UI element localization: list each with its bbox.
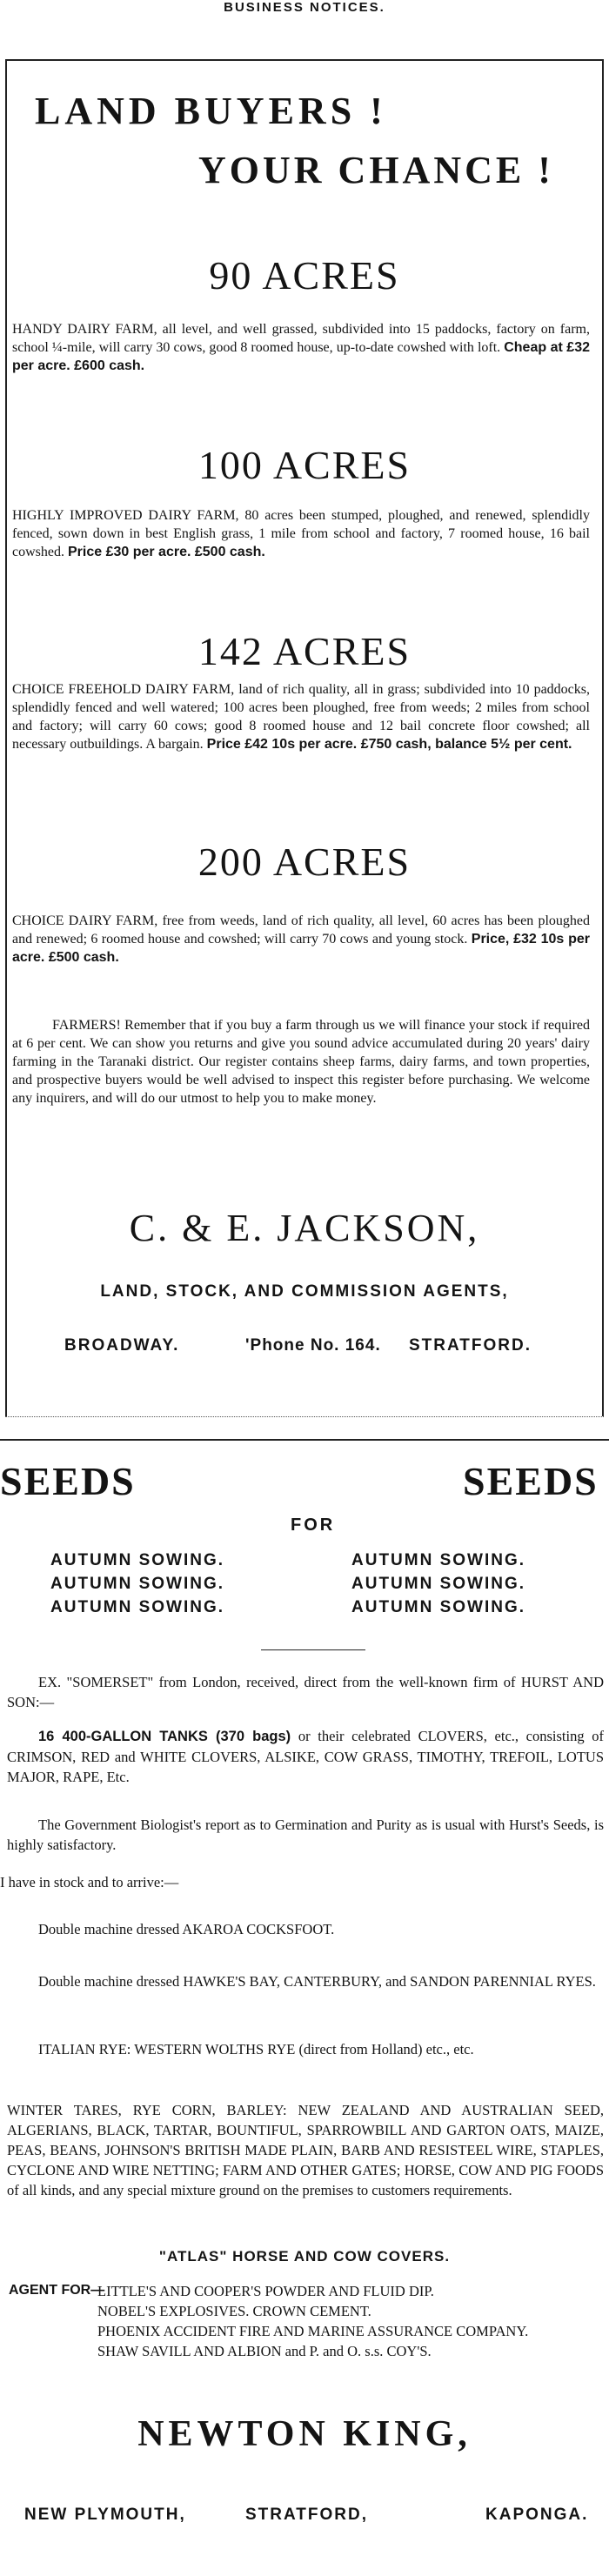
listing-description: HANDY DAIRY FARM, all level, and well grassed, subdivided into 15 paddocks, factory on farm, school ¼-mile, will carry 30 cows, good 8 roomed house, up-to-date cowshed with loft. Cheap at £32 per acre. £600 cash. (12, 322, 590, 373)
headline-land-buyers: LAND BUYERS ! (35, 90, 387, 132)
paragraph-report: The Government Biologist's report as to Germination and Purity as is usual with Hurst's Seeds, is highly satisfactory. (7, 1817, 604, 1853)
for-label: FOR (291, 1515, 336, 1535)
address-town: STRATFORD. (409, 1336, 532, 1355)
paragraph-cocksfoot: Double machine dressed AKAROA COCKSFOOT. (38, 1921, 335, 1937)
town-stratford: STRATFORD, (245, 2506, 369, 2524)
paragraph-winter-tares: WINTER TARES, RYE CORN, BARLEY: NEW ZEALAND AND AUSTRALIAN SEED, ALGERIANS, BLACK, TARTAR, BOUNTIFUL, SPARROWBILL AND GARTON OATS, MAIZE, PEAS, BEANS, JOHNSON'S BRITISH MADE PLAIN, BARB AND RESISTEEL WIRE, STAPLES, CYCLONE AND WIRE NETTING; FARM AND OTHER GATES; HORSE, COW AND PIG FOODS of all kinds, and any special mixture ground on the premises to customers requirements. (7, 2102, 604, 2198)
listing-acres: 90 ACRES (209, 253, 400, 298)
agent-list (97, 2281, 602, 2361)
paragraph-italian-rye: ITALIAN RYE: WESTERN WOLTHS RYE (direct from Holland) etc., etc. (38, 2041, 474, 2057)
listing-description: CHOICE DAIRY FARM, free from weeds, land of rich quality, all level, 60 acres has been ploughed and renewed; 6 roomed house and cowshed; will carry 70 cows and young stock. Price, £32 10s per acre. £500 cash. (12, 913, 590, 965)
short-divider (261, 1649, 365, 1650)
newton-king-name: NEWTON KING, (137, 2414, 472, 2454)
firm-subtitle: LAND, STOCK, AND COMMISSION AGENTS, (100, 1282, 509, 1301)
town-new-plymouth: NEW PLYMOUTH, (24, 2506, 186, 2524)
paragraph-shipment: EX. "SOMERSET" from London, received, direct from the well-known firm of HURST AND SON:— (7, 1674, 604, 1710)
paragraph-tanks: 16 400-GALLON TANKS (370 bags) or their celebrated CLOVERS, etc., consisting of CRIMSON, RED and WHITE CLOVERS, ALSIKE, COW GRASS, TIMOTHY, TREFOIL, LOTUS MAJOR, RAPE, Etc. (7, 1728, 604, 1785)
seeds-heading-left: SEEDS (0, 1459, 136, 1503)
firm-name: C. & E. JACKSON, (129, 1207, 480, 1249)
seeds-heading-right: SEEDS (463, 1459, 599, 1503)
agent-item: PHOENIX ACCIDENT FIRE AND MARINE ASSURANCE COMPANY. (97, 2323, 529, 2339)
autumn-sowing-right: AUTUMN SOWING. AUTUMN SOWING. AUTUMN SOWING. (351, 1551, 526, 1616)
headline-your-chance: YOUR CHANCE ! (198, 149, 554, 191)
town-kaponga: KAPONGA. (485, 2506, 589, 2524)
agent-item: SHAW SAVILL AND ALBION and P. and O. s.s. COY'S. (97, 2343, 432, 2359)
listing-description: HIGHLY IMPROVED DAIRY FARM, 80 acres been stumped, ploughed, and renewed, splendidly fenced, sown down in best English grass, 1 mile from school and factory, 7 roomed house, 16 bail cowshed. Price £30 per acre. £500 cash. (12, 508, 590, 559)
address-phone: 'Phone No. 164. (245, 1336, 381, 1355)
box-top-border (5, 59, 602, 61)
agent-item: LITTLE'S AND COOPER'S POWDER AND FLUID DIP. (97, 2283, 434, 2299)
listing-acres: 200 ACRES (197, 840, 412, 884)
listing-acres: 100 ACRES (197, 443, 412, 487)
agent-for-label: AGENT FOR— (9, 2283, 105, 2298)
atlas-covers: "ATLAS" HORSE AND COW COVERS. (158, 2248, 451, 2265)
box-bottom-border (5, 1416, 604, 1417)
section-top-border (0, 1439, 609, 1441)
paragraph-ryes: Double machine dressed HAWKE'S BAY, CANTERBURY, and SANDON PARENNIAL RYES. (38, 1973, 596, 1990)
autumn-sowing-left: AUTUMN SOWING. AUTUMN SOWING. AUTUMN SOWING. (50, 1551, 225, 1616)
agent-item: NOBEL'S EXPLOSIVES. CROWN CEMENT. (97, 2303, 371, 2319)
page-title: BUSINESS NOTICES. (224, 0, 385, 15)
paragraph-in-stock: I have in stock and to arrive:— (0, 1874, 179, 1890)
listing-acres: 142 ACRES (197, 629, 412, 673)
address-street: BROADWAY. (64, 1336, 180, 1355)
farmers-note: FARMERS! Remember that if you buy a farm through us we will finance your stock if required at 6 per cent. We can show you returns and give you sound advice accumulated during 20 years' dairy farming in the Taranaki district. Our register contains sheep farms, dairy farms, and town properties, and prospective buyers would be well advised to inspect this register before purchasing. We welcome any inquirers, and will do our utmost to help you to make money. (12, 1018, 590, 1106)
listing-description: CHOICE FREEHOLD DAIRY FARM, land of rich quality, all in grass; subdivided into 10 paddocks, splendidly fenced and well watered; 100 acres been ploughed, free from weeds; 2 miles from school and factory; will carry 60 cows; good 8 roomed house and 12 bail concrete floor cowshed; all necessary outbuildings. A bargain. Price £42 10s per acre. £750 cash, balance 5½ per cent. (12, 682, 590, 752)
